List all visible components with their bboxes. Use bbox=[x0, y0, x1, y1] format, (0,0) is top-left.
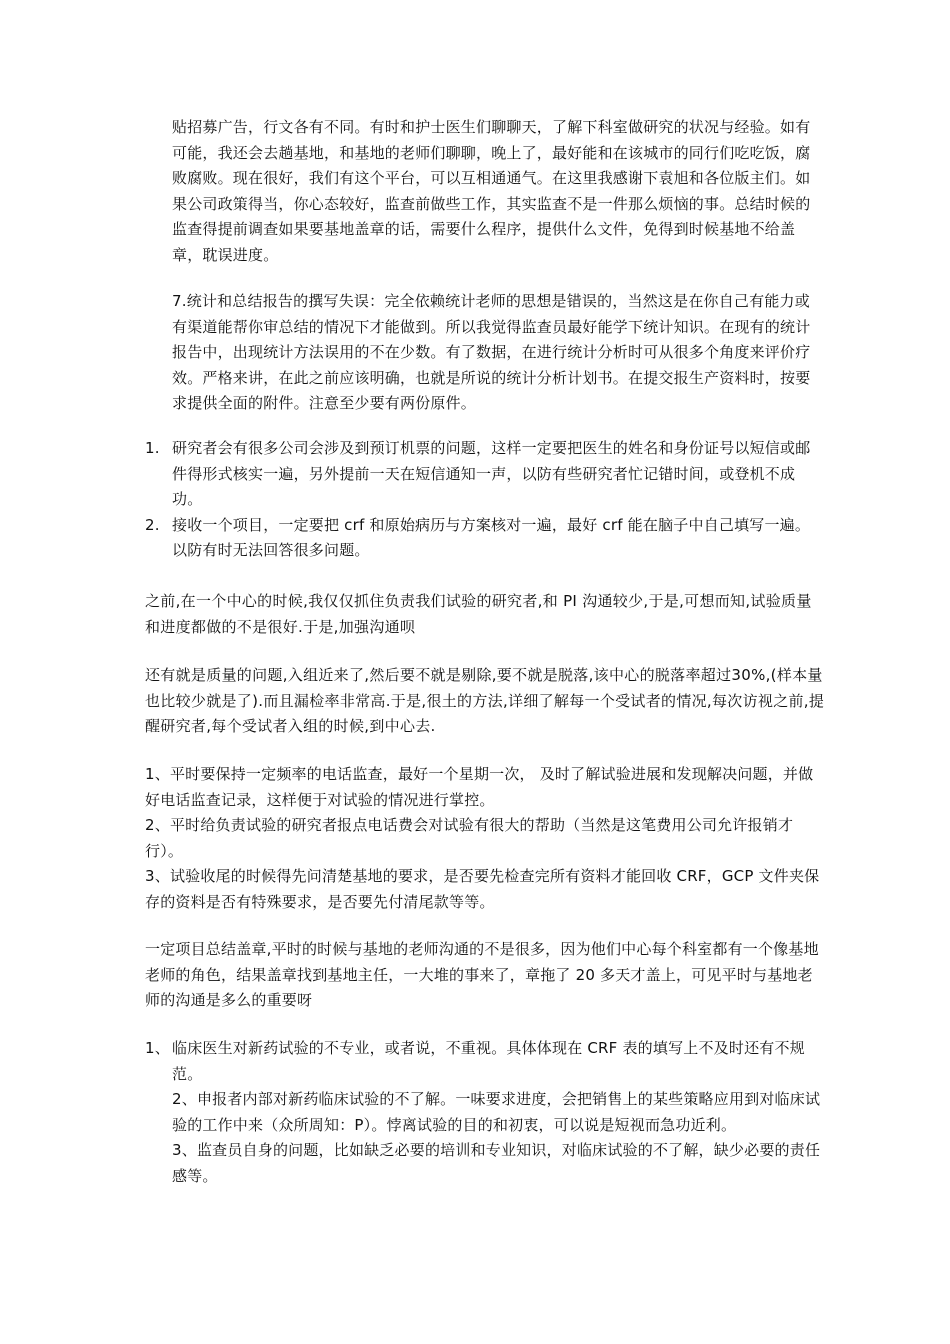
list-marker: 1、 bbox=[145, 1039, 170, 1057]
list-marker: 1. bbox=[145, 439, 160, 457]
sub-list-item: 2、申报者内部对新药临床试验的不了解。一味要求进度，会把销售上的某些策略应用到对临床试验的工作中来（众所周知：P）。悖离试验的目的和初衷，可以说是短视而急功近利。 bbox=[172, 1090, 821, 1134]
list-item-text: 研究者会有很多公司会涉及到预订机票的问题，这样一定要把医生的姓名和身份证号以短信或邮件得形式核实一遍，另外提前一天在短信通知一声，以防有些研究者忙记错时间，或登机不成功。 bbox=[172, 439, 811, 508]
paragraph-communication: 之前,在一个中心的时候,我仅仅抓住负责我们试验的研究者,和 PI 沟通较少,于是,可想而知,试验质量和进度都做的不是很好.于是,加强沟通呗 bbox=[145, 592, 812, 636]
list-item: 3、试验收尾的时候得先问清楚基地的要求，是否要先检查完所有资料才能回收 CRF，GCP 文件夹保存的资料是否有特殊要求，是否要先付清尾款等等。 bbox=[145, 867, 820, 911]
list-item bbox=[145, 436, 825, 513]
paragraph-seal: 一定项目总结盖章,平时的时候与基地的老师沟通的不是很多，因为他们中心每个科室都有一个像基地老师的角色，结果盖章找到基地主任，一大堆的事来了，章拖了 20 多天才盖上，可见平时与基地老师的沟通是多么的重要呀 bbox=[145, 940, 819, 1009]
paragraph-quality: 还有就是质量的问题,入组近来了,然后要不就是剔除,要不就是脱落,该中心的脱落率超过30%,(样本量也比较少就是了).而且漏检率非常高.于是,很土的方法,详细了解每一个受试者的情况,每次访视之前,提醒研究者,每个受试者入组的时候,到中心去. bbox=[145, 666, 825, 735]
list-item: 2、平时给负责试验的研究者报点电话费会对试验有很大的帮助（当然是这笔费用公司允许报销才行）。 bbox=[145, 816, 794, 860]
list-item-text: 临床医生对新药试验的不专业，或者说，不重视。具体体现在 CRF 表的填写上不及时还有不规范。 bbox=[172, 1039, 805, 1083]
phone-monitoring-list bbox=[145, 762, 825, 915]
sub-list-item: 3、监查员自身的问题，比如缺乏必要的培训和专业知识，对临床试验的不了解，缺少必要的责任感等。 bbox=[172, 1141, 821, 1185]
paragraph-statistics-errors: 7.统计和总结报告的撰写失误：完全依赖统计老师的思想是错误的，当然这是在你自己有能力或有渠道能帮你审总结的情况下才能做到。所以我觉得监查员最好能学下统计知识。在现有的统计报告中，出现统计方法误用的不在少数。有了数据，在进行统计分析时可从很多个角度来评价疗效。严格来讲，在此之前应该明确，也就是所说的统计分析计划书。在提交报生产资料时，按要求提供全面的附件。注意至少要有两份原件。 bbox=[172, 292, 811, 412]
problem-list bbox=[145, 1036, 825, 1189]
list-item bbox=[145, 1036, 825, 1087]
numbered-list bbox=[145, 436, 825, 564]
list-item bbox=[145, 513, 825, 564]
list-item: 1、平时要保持一定频率的电话监查，最好一个星期一次， 及时了解试验进展和发现解决问题，并做好电话监查记录，这样便于对试验的情况进行掌控。 bbox=[145, 765, 814, 809]
list-item-text: 接收一个项目，一定要把 crf 和原始病历与方案核对一遍，最好 crf 能在脑子中自己填写一遍。以防有时无法回答很多问题。 bbox=[172, 515, 811, 559]
list-marker: 2. bbox=[145, 515, 160, 534]
paragraph-recruitment: 贴招募广告，行文各有不同。有时和护士医生们聊聊天，了解下科室做研究的状况与经验。如有可能，我还会去趟基地，和基地的老师们聊聊，晚上了，最好能和在该城市的同行们吃吃饭，腐败腐败。现在很好，我们有这个平台，可以互相通通气。在这里我感谢下袁旭和各位版主们。如果公司政策得当，你心态较好，监查前做些工作，其实监查不是一件那么烦恼的事。总结时候的监查得提前调查如果要基地盖章的话，需要什么程序，提供什么文件，免得到时候基地不给盖章，耽误进度。 bbox=[172, 118, 811, 264]
